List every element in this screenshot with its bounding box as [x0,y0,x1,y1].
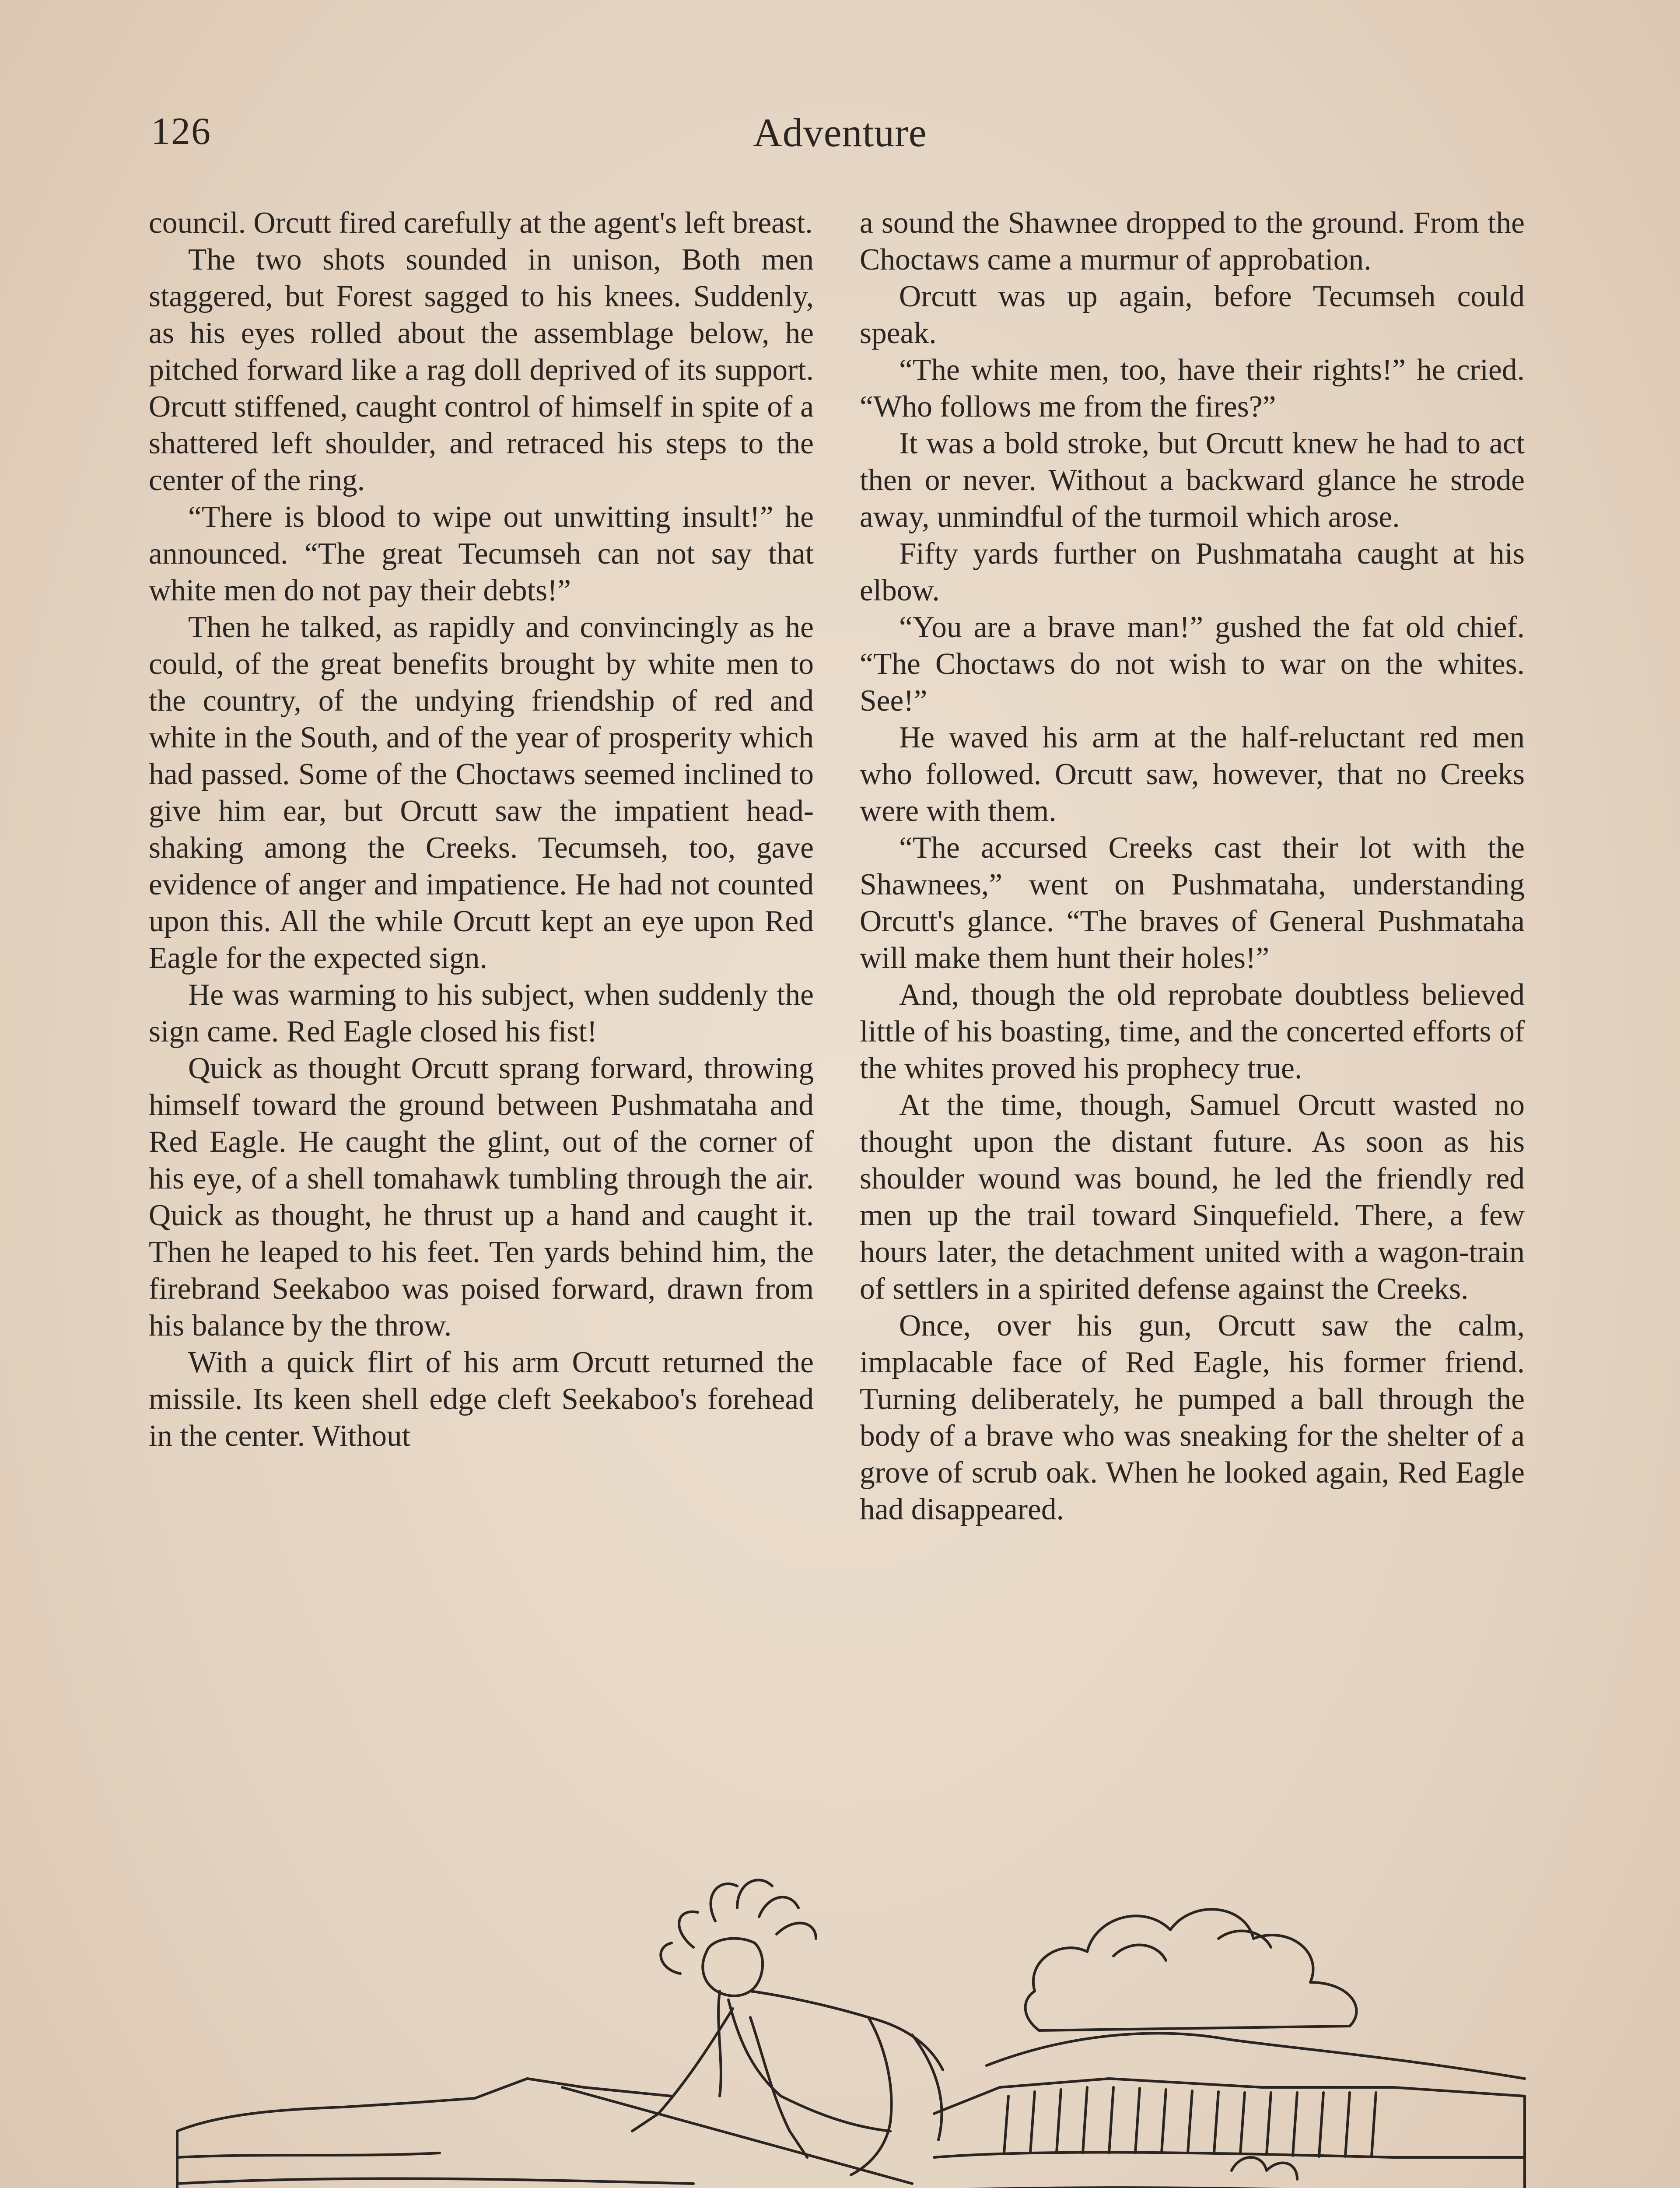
paragraph: Fifty yards further on Pushmataha caught at his elbow. [860,537,1525,607]
paragraph: With a quick flirt of his arm Orcutt returned the missile. Its keen shell edge cleft Seekaboo's forehead in the center. Without [149,1346,814,1453]
mesa-left [177,2079,672,2131]
mesa-left-base [177,2153,440,2157]
paragraph: The two shots sounded in unison, Both men staggered, but Forest sagged to his knees. Suddenly, as his eyes rolled about the assemblage below, he pitched forward like a rag doll deprived of its support. Orcutt stiffened, caught control of himself in spite of a shattered left shoulder, and retraced his steps to the center of the ring. [149,243,814,497]
right-column [860,205,1525,1528]
paragraph: And, though the old reprobate doubtless believed little of his boasting, time, and the concerted efforts of the whites proved his prophecy true. [860,978,1525,1085]
paragraph: He waved his arm at the half-reluctant red men who followed. Orcutt saw, however, that no Creeks were with them. [860,721,1525,828]
cloud-shape [1218,1931,1271,1947]
mesa-right-base [934,2152,1525,2157]
brush [1232,2157,1297,2179]
warrior-figure [562,1880,943,2184]
paragraph: “The white men, too, have their rights!” he cried. “Who follows me from the fires?” [860,353,1525,424]
paragraph: He was warming to his subject, when suddenly the sign came. Red Eagle closed his fist! [149,978,814,1048]
paragraph: “You are a brave man!” gushed the fat old chief. “The Choctaws do not wish to war on the whites. See!” [860,610,1525,718]
cliff-hatching [1004,2087,1376,2156]
paragraph: It was a bold stroke, but Orcutt knew he had to act then or never. Without a backward glance he strode away, unmindful of the turmoil which arose. [860,427,1525,534]
paragraph: Once, over his gun, Orcutt saw the calm, implacable face of Red Eagle, his former friend. Turning deliberately, he pumped a ball through the body of a brave who was sneaking for the shelter of a grove of scrub oak. When he looked again, Red Eagle had disappeared. [860,1309,1525,1526]
paragraph: At the time, though, Samuel Orcutt wasted no thought upon the distant future. As soon as his shoulder wound was bound, he led the friendly red men up the trail toward Sinquefield. There, a few hours later, the detachment united with a wagon-train of settlers in a spirited defense against the Creeks. [860,1088,1525,1306]
paragraph: Orcutt was up again, before Tecumseh could speak. [860,280,1525,350]
page-number: 126 [151,110,211,153]
paragraph: a sound the Shawnee dropped to the ground. From the Choctaws came a murmur of approbation. [860,206,1525,277]
running-title: Adventure [753,110,927,155]
page-header [151,109,1529,162]
ground-line [177,2178,693,2184]
hill-line [987,2034,1525,2079]
paragraph: Quick as thought Orcutt sprang forward, throwing himself toward the ground between Pushmataha and Red Eagle. He caught the glint, out of the corner of his eye, of a shell tomahawk tumbling through the air. Quick as thought, he thrust up a hand and caught it. Then he leaped to his feet. Ten yards behind him, the firebrand Seekaboo was poised forward, drawn from his balance by the throw. [149,1052,814,1343]
paragraph: “The accursed Creeks cast their lot with the Shawnees,” went on Pushmataha, understanding Orcutt's glance. “The braves of General Pushmataha will make them hunt their holes!” [860,831,1525,975]
mesa-right [934,2079,1525,2114]
cloud-shape [1113,1945,1166,1960]
left-column [149,205,814,1455]
paragraph: council. Orcutt fired carefully at the agent's left breast. [149,206,813,240]
paragraph: “There is blood to wipe out unwitting insult!” he announced. “The great Tecumseh can not say that white men do not pay their debts!” [149,500,814,607]
paragraph: Then he talked, as rapidly and convincingly as he could, of the great benefits brought by white men to the country, of the undying friendship of red and white in the South, and of the year of prosperity which had passed. Some of the Choctaws seemed inclined to give him ear, but Orcutt saw the impatient head-shaking among the Creeks. Tecumseh, too, gave evidence of anger and impatience. He had not counted upon this. All the while Orcutt kept an eye upon Red Eagle for the expected sign. [149,610,814,975]
cloud-shape [1026,1909,1357,2030]
tailpiece-illustration [168,1851,1533,2188]
